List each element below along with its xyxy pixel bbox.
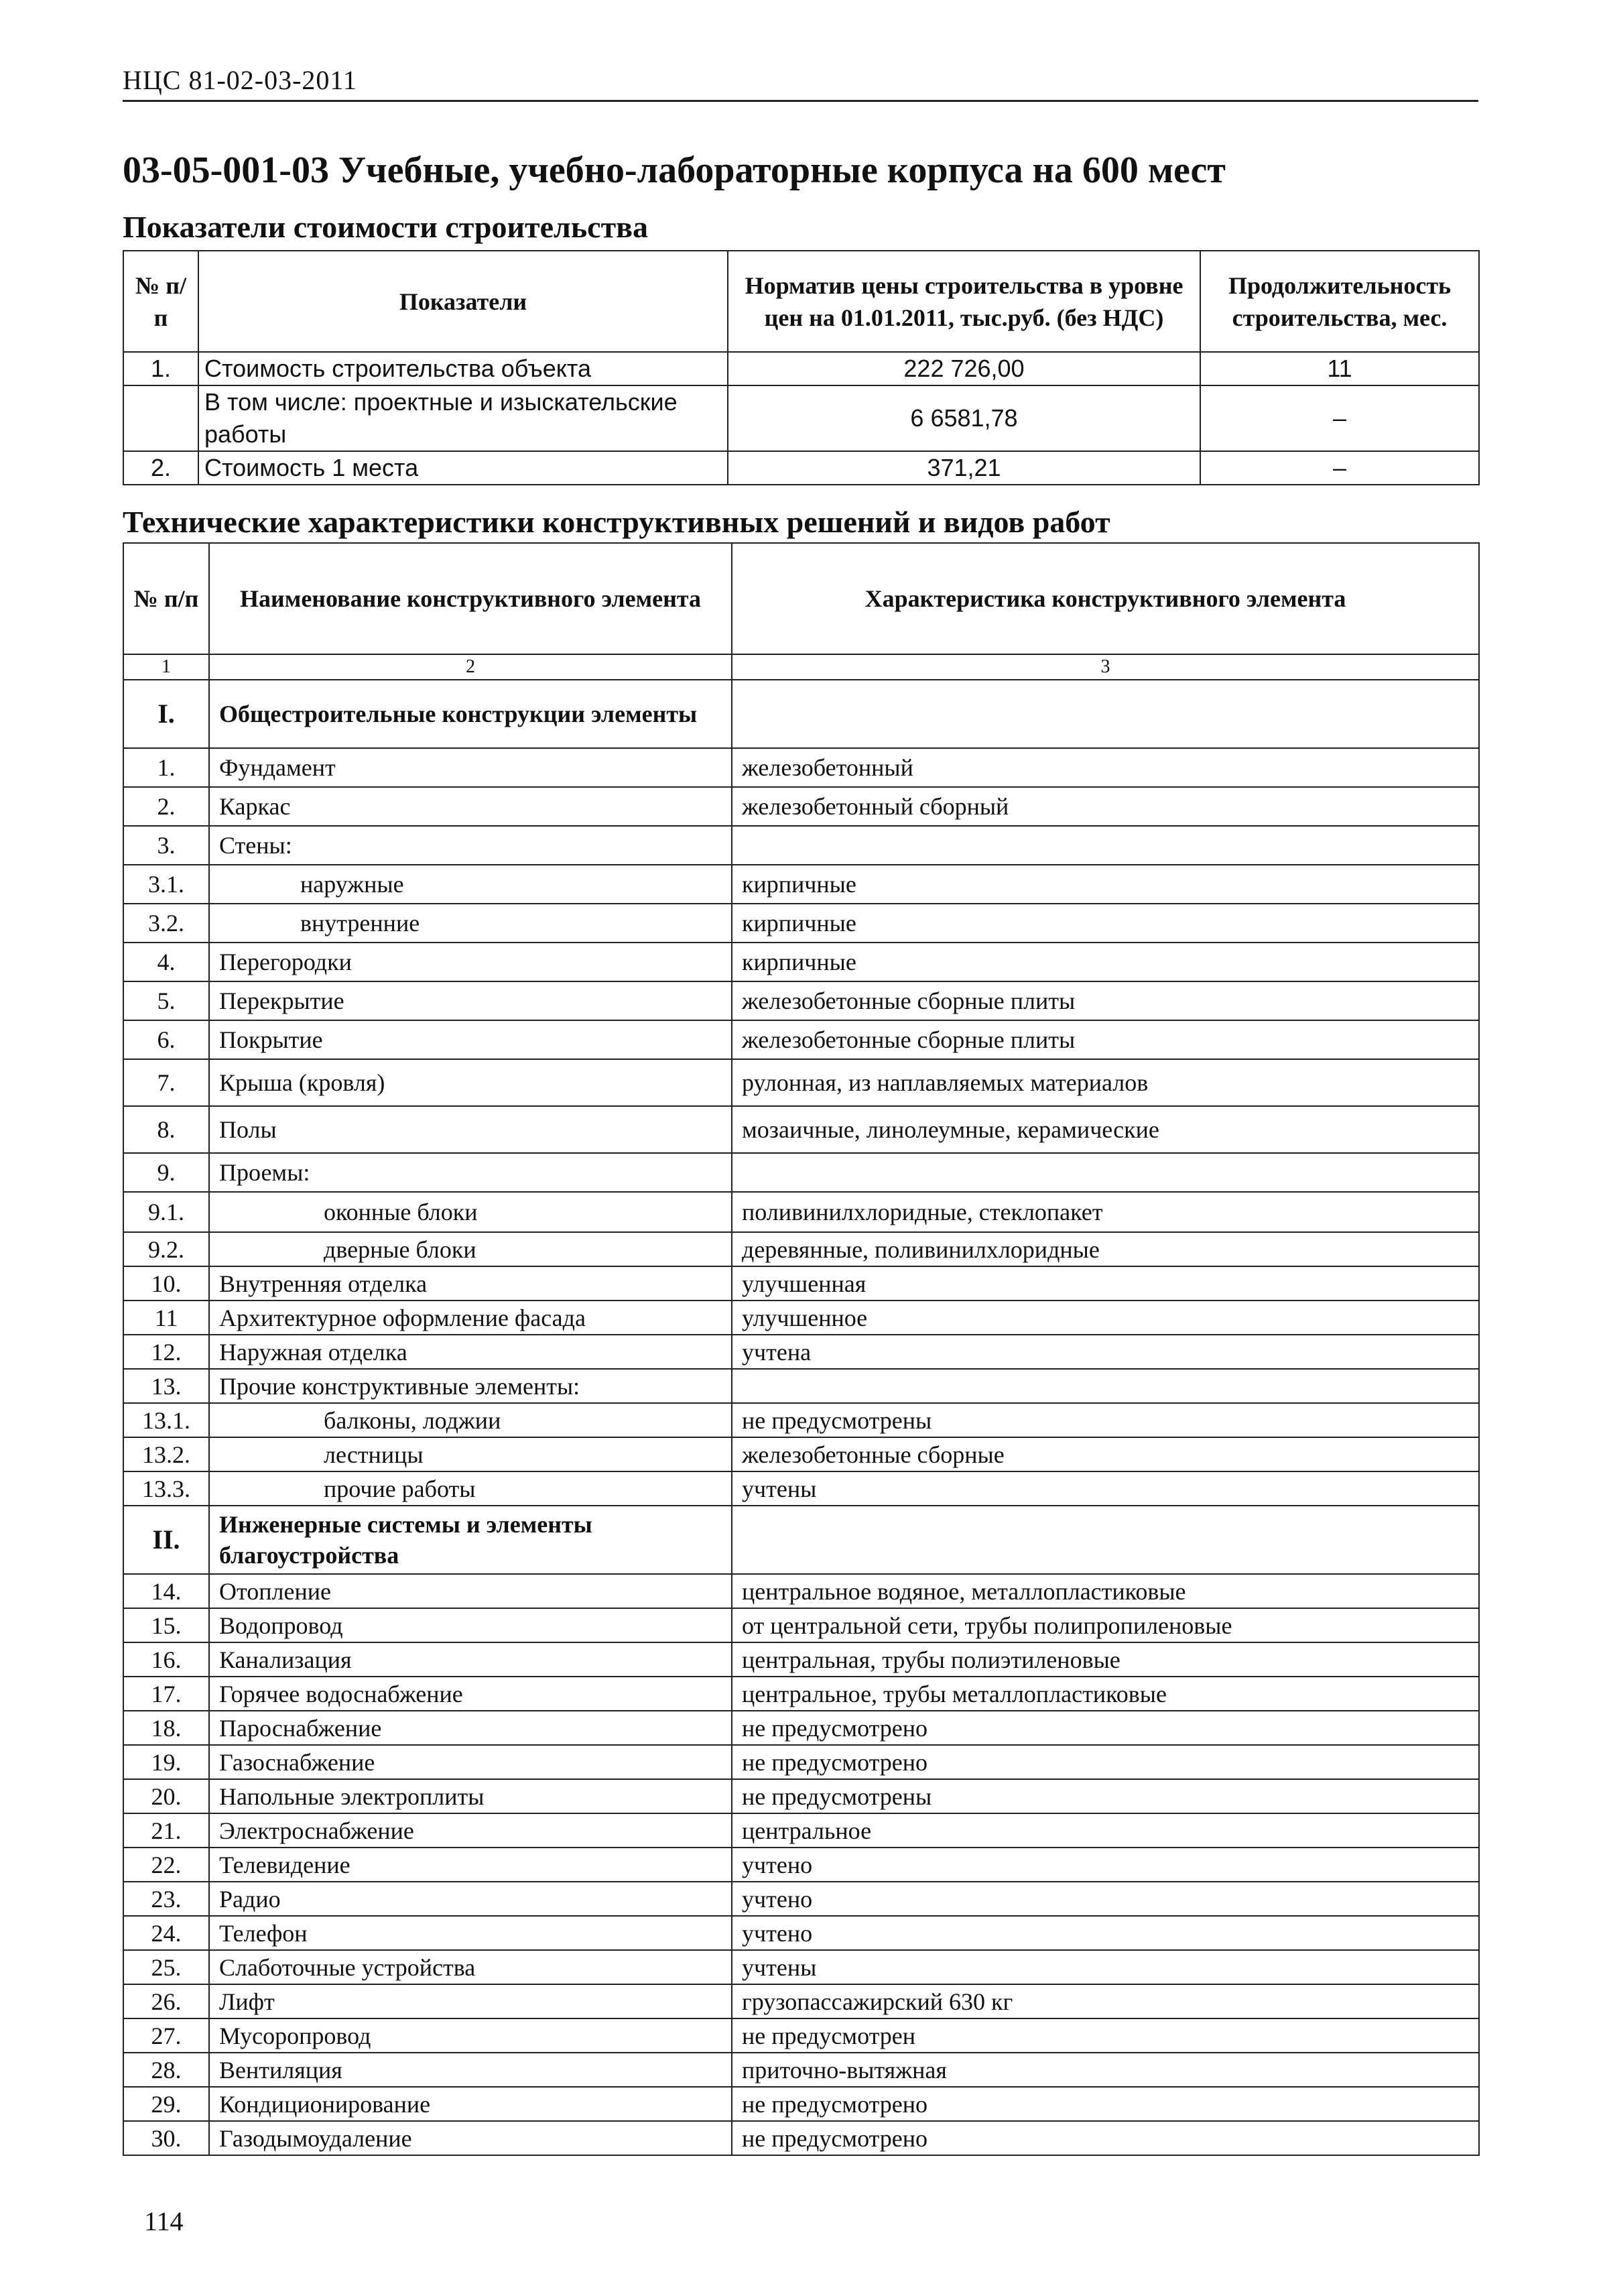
row-number: 15. [123, 1608, 209, 1642]
table-row [123, 2053, 1479, 2087]
element-name: Наружная отделка [209, 1335, 732, 1369]
element-name: Мусоропровод [209, 2018, 732, 2053]
cost-row-indicator: Стоимость строительства объекта [198, 352, 728, 385]
element-name: Покрытие [209, 1020, 732, 1059]
element-name: Газодымоудаление [209, 2121, 732, 2155]
element-name: Телефон [209, 1916, 732, 1950]
element-characteristic: железобетонные сборные плиты [732, 981, 1479, 1020]
table-row [123, 1106, 1479, 1153]
element-name: Канализация [209, 1642, 732, 1677]
element-characteristic: железобетонные сборные плиты [732, 1020, 1479, 1059]
row-number: 13.3. [123, 1471, 209, 1506]
element-name: Перегородки [209, 943, 732, 981]
row-number: 24. [123, 1916, 209, 1950]
row-number: 28. [123, 2053, 209, 2087]
cost-row-indicator: В том числе: проектные и изыскательские работы [198, 385, 728, 451]
table-row [123, 1020, 1479, 1059]
row-number: 9.2. [123, 1232, 209, 1266]
row-number: 9.1. [123, 1192, 209, 1232]
element-characteristic [732, 826, 1479, 865]
element-name: прочие работы [209, 1471, 732, 1506]
page-number: 114 [144, 2206, 184, 2236]
element-name: внутренние [209, 904, 732, 943]
element-name: Кондиционирование [209, 2087, 732, 2121]
element-name: Лифт [209, 1984, 732, 2018]
element-name: лестницы [209, 1437, 732, 1471]
element-characteristic [732, 1506, 1479, 1574]
row-number: 20. [123, 1779, 209, 1813]
element-characteristic: приточно-вытяжная [732, 2053, 1479, 2087]
table-row [123, 1677, 1479, 1711]
table-row [123, 1813, 1479, 1848]
table-row [123, 2121, 1479, 2155]
tech-table-header [123, 543, 1479, 654]
element-name: Водопровод [209, 1608, 732, 1642]
element-name: Инженерные системы и элементы благоустройства [209, 1506, 732, 1574]
row-number: 1. [123, 748, 209, 787]
table-row [123, 1471, 1479, 1506]
element-characteristic: учтены [732, 1471, 1479, 1506]
tech-header-num: № п/п [123, 543, 209, 654]
row-number: 3.1. [123, 865, 209, 904]
cost-row [123, 352, 1479, 385]
element-characteristic: улучшенная [732, 1266, 1479, 1301]
cost-row-duration: – [1200, 385, 1479, 451]
element-name: Каркас [209, 787, 732, 826]
table-row [123, 1950, 1479, 1984]
column-numbers-row [123, 654, 1479, 680]
element-characteristic: рулонная, из наплавляемых материалов [732, 1059, 1479, 1106]
table-row [123, 826, 1479, 865]
row-number: 18. [123, 1711, 209, 1745]
tech-header-element: Наименование конструктивного элемента [209, 543, 732, 654]
element-characteristic: не предусмотрено [732, 2121, 1479, 2155]
tech-section-row [123, 680, 1479, 748]
table-row [123, 1232, 1479, 1266]
table-row [123, 748, 1479, 787]
element-characteristic: кирпичные [732, 943, 1479, 981]
element-name: балконы, лоджии [209, 1403, 732, 1437]
row-number: 4. [123, 943, 209, 981]
element-characteristic: кирпичные [732, 904, 1479, 943]
row-number: 13.1. [123, 1403, 209, 1437]
element-characteristic: поливинилхлоридные, стеклопакет [732, 1192, 1479, 1232]
cost-table-header [123, 251, 1479, 352]
element-name: дверные блоки [209, 1232, 732, 1266]
document-code: НЦС 81-02-03-2011 [123, 65, 357, 95]
table-row [123, 1403, 1479, 1437]
table-row [123, 981, 1479, 1020]
table-row [123, 1882, 1479, 1916]
element-name: Фундамент [209, 748, 732, 787]
table-row [123, 865, 1479, 904]
row-number: 25. [123, 1950, 209, 1984]
table-row [123, 1608, 1479, 1642]
cost-header-num: № п/п [123, 251, 198, 352]
cost-header-price: Норматив цены строительства в уровне цен на 01.01.2011, тыс.руб. (без НДС) [728, 251, 1200, 352]
cost-row-num: 2. [123, 451, 198, 485]
element-characteristic: от центральной сети, трубы полипропиленовые [732, 1608, 1479, 1642]
cost-row-duration: 11 [1200, 352, 1479, 385]
element-characteristic [732, 1153, 1479, 1192]
row-number: 7. [123, 1059, 209, 1106]
table-row [123, 2087, 1479, 2121]
table-row [123, 1848, 1479, 1882]
element-characteristic: учтены [732, 1950, 1479, 1984]
column-number: 1 [123, 654, 209, 680]
row-number: I. [123, 680, 209, 748]
element-name: Общестроительные конструкции элементы [209, 680, 732, 748]
element-characteristic: центральная, трубы полиэтиленовые [732, 1642, 1479, 1677]
element-characteristic: учтено [732, 1848, 1479, 1882]
cost-row-num: 1. [123, 352, 198, 385]
row-number: 23. [123, 1882, 209, 1916]
element-name: Электроснабжение [209, 1813, 732, 1848]
cost-table [123, 250, 1480, 485]
table-row [123, 1266, 1479, 1301]
element-name: Слаботочные устройства [209, 1950, 732, 1984]
row-number: 30. [123, 2121, 209, 2155]
element-name: Перекрытие [209, 981, 732, 1020]
row-number: 9. [123, 1153, 209, 1192]
tech-table-body [123, 654, 1479, 2155]
element-characteristic: мозаичные, линолеумные, керамические [732, 1106, 1479, 1153]
element-name: Радио [209, 1882, 732, 1916]
table-row [123, 1301, 1479, 1335]
element-name: Полы [209, 1106, 732, 1153]
table-row [123, 1984, 1479, 2018]
cost-row [123, 451, 1479, 485]
table-row [123, 1437, 1479, 1471]
element-name: Внутренняя отделка [209, 1266, 732, 1301]
page-title: 03-05-001-03 Учебные, учебно-лабораторные корпуса на 600 мест [123, 149, 1226, 191]
row-number: 14. [123, 1574, 209, 1608]
cost-row-price: 6 6581,78 [728, 385, 1200, 451]
element-name: Газоснабжение [209, 1745, 732, 1779]
row-number: 6. [123, 1020, 209, 1059]
element-characteristic: грузопассажирский 630 кг [732, 1984, 1479, 2018]
element-name: Вентиляция [209, 2053, 732, 2087]
row-number: 19. [123, 1745, 209, 1779]
cost-row-price: 371,21 [728, 451, 1200, 485]
element-characteristic: улучшенное [732, 1301, 1479, 1335]
element-characteristic: центральное, трубы металлопластиковые [732, 1677, 1479, 1711]
column-number: 2 [209, 654, 732, 680]
row-number: 5. [123, 981, 209, 1020]
element-characteristic [732, 680, 1479, 748]
cost-table-body [123, 352, 1479, 485]
table-row [123, 1192, 1479, 1232]
header-rule [123, 100, 1478, 102]
table-row [123, 1745, 1479, 1779]
column-number: 3 [732, 654, 1479, 680]
element-characteristic: не предусмотрен [732, 2018, 1479, 2053]
row-number: 11 [123, 1301, 209, 1335]
table-row [123, 1574, 1479, 1608]
row-number: 13.2. [123, 1437, 209, 1471]
row-number: 3.2. [123, 904, 209, 943]
row-number: 21. [123, 1813, 209, 1848]
table-row [123, 2018, 1479, 2053]
element-name: Напольные электроплиты [209, 1779, 732, 1813]
table-row [123, 904, 1479, 943]
table-row [123, 943, 1479, 981]
row-number: 27. [123, 2018, 209, 2053]
element-name: оконные блоки [209, 1192, 732, 1232]
tech-section-title: Технические характеристики конструктивных решений и видов работ [123, 505, 1110, 539]
element-name: Архитектурное оформление фасада [209, 1301, 732, 1335]
element-characteristic: центральное водяное, металлопластиковые [732, 1574, 1479, 1608]
cost-row-num [123, 385, 198, 451]
element-name: Прочие конструктивные элементы: [209, 1369, 732, 1403]
table-row [123, 1059, 1479, 1106]
element-characteristic: не предусмотрено [732, 1745, 1479, 1779]
element-characteristic: железобетонные сборные [732, 1437, 1479, 1471]
element-characteristic: кирпичные [732, 865, 1479, 904]
cost-row-duration: – [1200, 451, 1479, 485]
table-row [123, 1369, 1479, 1403]
row-number: 10. [123, 1266, 209, 1301]
row-number: 22. [123, 1848, 209, 1882]
table-row [123, 1335, 1479, 1369]
element-characteristic: деревянные, поливинилхлоридные [732, 1232, 1479, 1266]
element-name: Горячее водоснабжение [209, 1677, 732, 1711]
table-row [123, 1153, 1479, 1192]
cost-row-price: 222 726,00 [728, 352, 1200, 385]
tech-header-characteristic: Характеристика конструктивного элемента [732, 543, 1479, 654]
row-number: 26. [123, 1984, 209, 2018]
row-number: 2. [123, 787, 209, 826]
element-characteristic: не предусмотрены [732, 1779, 1479, 1813]
element-name: Телевидение [209, 1848, 732, 1882]
element-characteristic: центральное [732, 1813, 1479, 1848]
row-number: 12. [123, 1335, 209, 1369]
row-number: II. [123, 1506, 209, 1574]
cost-section-title: Показатели стоимости строительства [123, 210, 649, 244]
element-name: Пароснабжение [209, 1711, 732, 1745]
table-row [123, 1642, 1479, 1677]
row-number: 8. [123, 1106, 209, 1153]
cost-header-duration: Продолжительность строительства, мес. [1200, 251, 1479, 352]
cost-row-indicator: Стоимость 1 места [198, 451, 728, 485]
element-name: Проемы: [209, 1153, 732, 1192]
element-name: Крыша (кровля) [209, 1059, 732, 1106]
element-characteristic: учтено [732, 1916, 1479, 1950]
element-characteristic: не предусмотрено [732, 1711, 1479, 1745]
element-characteristic [732, 1369, 1479, 1403]
table-row [123, 787, 1479, 826]
row-number: 13. [123, 1369, 209, 1403]
element-characteristic: железобетонный [732, 748, 1479, 787]
row-number: 16. [123, 1642, 209, 1677]
row-number: 29. [123, 2087, 209, 2121]
table-row [123, 1916, 1479, 1950]
element-characteristic: железобетонный сборный [732, 787, 1479, 826]
table-row [123, 1711, 1479, 1745]
element-characteristic: не предусмотрены [732, 1403, 1479, 1437]
element-name: Стены: [209, 826, 732, 865]
element-characteristic: учтена [732, 1335, 1479, 1369]
tech-section-row [123, 1506, 1479, 1574]
element-name: Отопление [209, 1574, 732, 1608]
element-characteristic: учтено [732, 1882, 1479, 1916]
cost-header-indicator: Показатели [198, 251, 728, 352]
row-number: 17. [123, 1677, 209, 1711]
element-characteristic: не предусмотрено [732, 2087, 1479, 2121]
row-number: 3. [123, 826, 209, 865]
element-name: наружные [209, 865, 732, 904]
table-row [123, 1779, 1479, 1813]
tech-table [123, 542, 1480, 2156]
cost-row [123, 385, 1479, 451]
